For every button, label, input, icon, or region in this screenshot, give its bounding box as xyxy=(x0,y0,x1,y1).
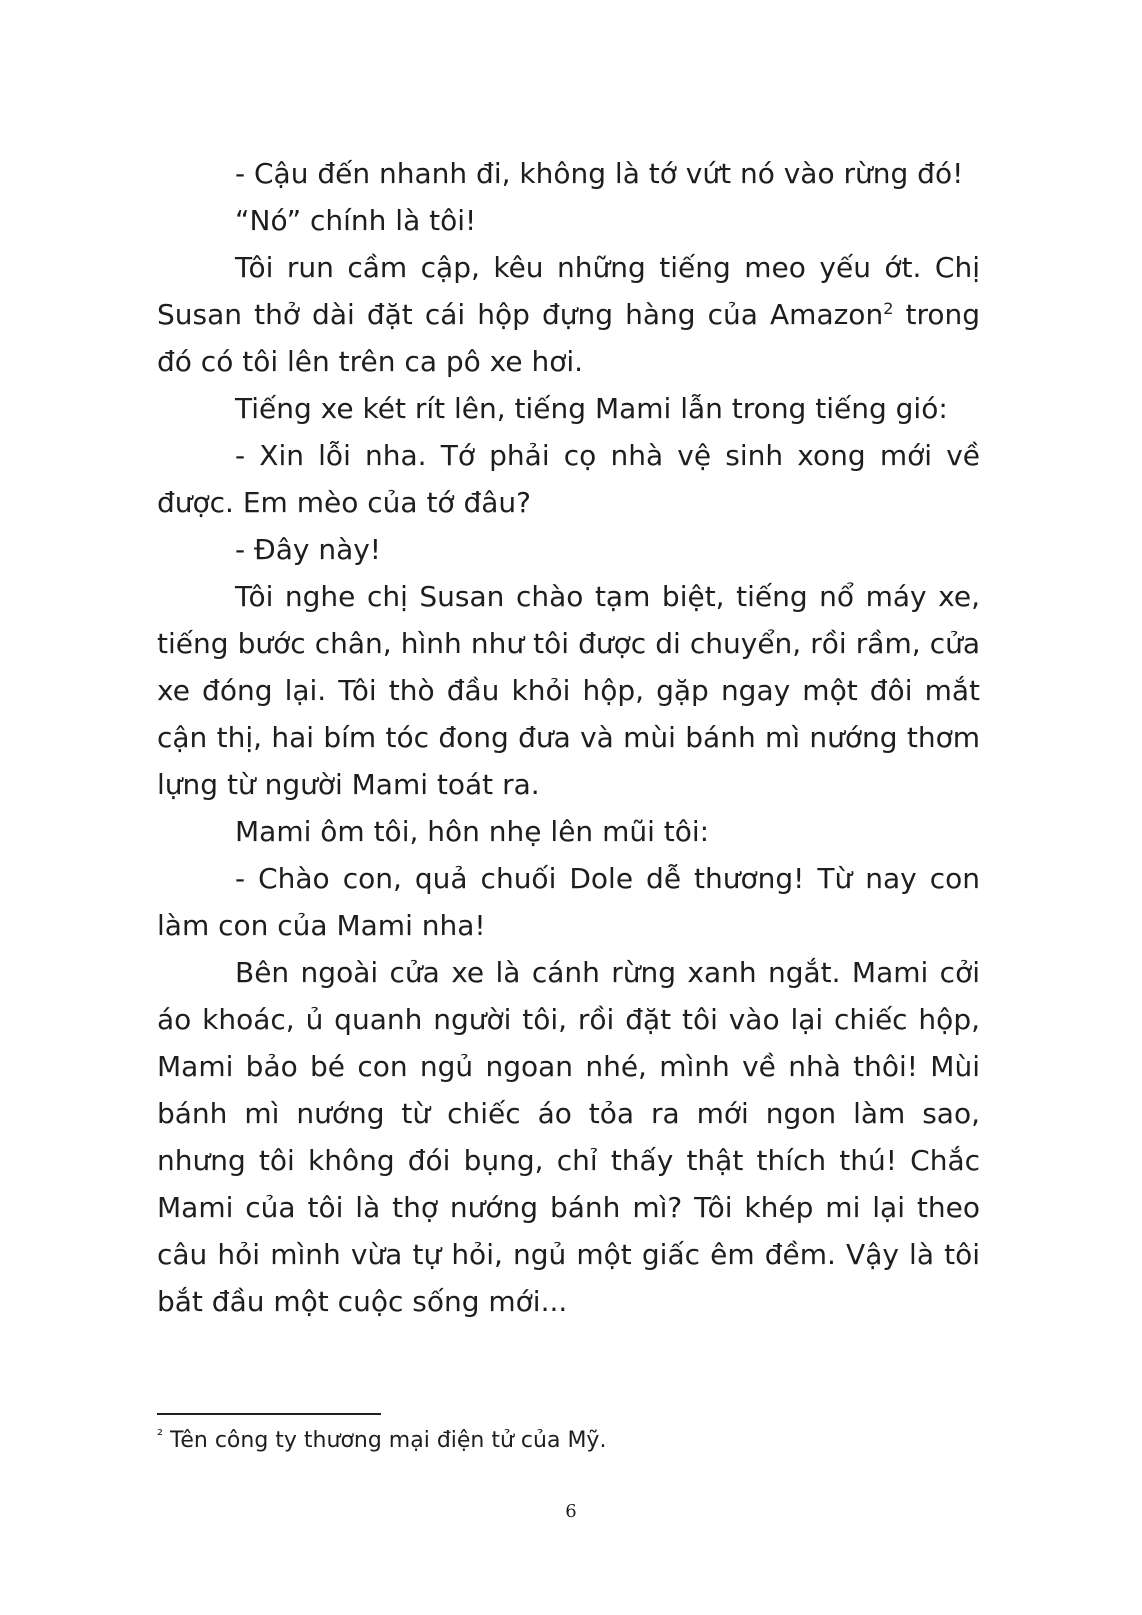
paragraph: “Nó” chính là tôi! xyxy=(235,204,477,237)
paragraph: - Đây này! xyxy=(235,533,382,566)
footnote-mark: ² xyxy=(157,1426,164,1444)
footnote xyxy=(157,1426,606,1456)
footnote-divider xyxy=(157,1413,381,1415)
body-text xyxy=(157,150,980,1325)
paragraph: Tôi nghe chị Susan chào tạm biệt, tiếng nổ máy xe, tiếng bước chân, hình như tôi được di chuyển, rồi rầm, cửa xe đóng lại. Tôi thò đầu khỏi hộp, gặp ngay một đôi mắt cận thị, hai bím tóc đong đưa và mùi bánh mì nướng thơm lựng từ người Mami toát ra. xyxy=(157,580,980,801)
paragraph: Mami ôm tôi, hôn nhẹ lên mũi tôi: xyxy=(235,815,710,848)
footnote-reference: 2 xyxy=(883,299,894,318)
paragraph: - Xin lỗi nha. Tớ phải cọ nhà vệ sinh xong mới về được. Em mèo của tớ đâu? xyxy=(157,439,980,519)
footnote-text: Tên công ty thương mại điện tử của Mỹ. xyxy=(170,1428,607,1453)
paragraph: - Chào con, quả chuối Dole dễ thương! Từ nay con làm con của Mami nha! xyxy=(157,862,980,942)
paragraph: - Cậu đến nhanh đi, không là tớ vứt nó vào rừng đó! xyxy=(235,157,964,190)
paragraph: Tiếng xe két rít lên, tiếng Mami lẫn trong tiếng gió: xyxy=(235,392,948,425)
page-number: 6 xyxy=(565,1501,577,1522)
paragraph: Tôi run cầm cập, kêu những tiếng meo yếu ớt. Chị Susan thở dài đặt cái hộp đựng hàng của Amazon$^2$ trong đó có tôi lên trên ca pô xe hơi. xyxy=(157,251,980,378)
paragraph: Bên ngoài cửa xe là cánh rừng xanh ngắt. Mami cởi áo khoác, ủ quanh người tôi, rồi đặt tôi vào lại chiếc hộp, Mami bảo bé con ngủ ngoan nhé, mình về nhà thôi! Mùi bánh mì nướng từ chiếc áo tỏa ra mới ngon làm sao, nhưng tôi không đói bụng, chỉ thấy thật thích thú! Chắc Mami của tôi là thợ nướng bánh mì? Tôi khép mi lại theo câu hỏi mình vừa tự hỏi, ngủ một giấc êm đềm. Vậy là tôi bắt đầu một cuộc sống mới... xyxy=(157,956,980,1318)
